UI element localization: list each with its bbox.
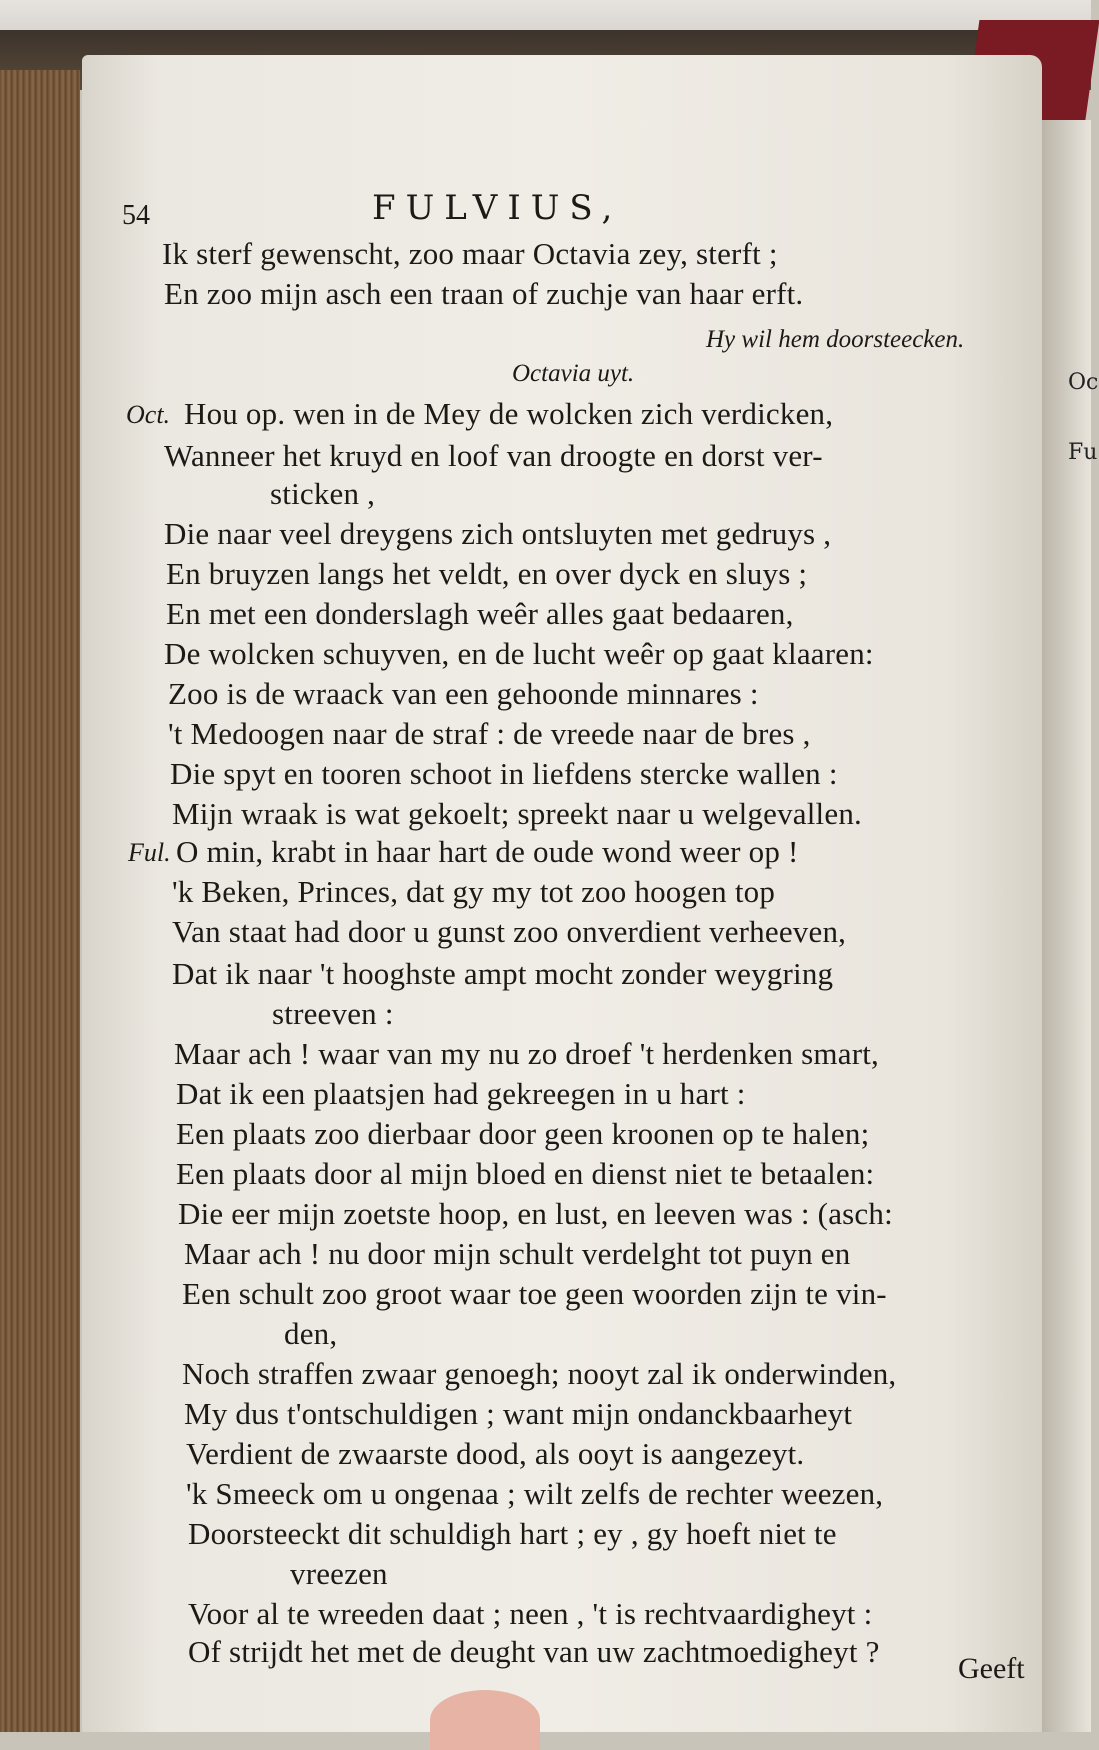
verse-line: Maar ach ! nu door mijn schult verdelght tot puyn en <box>184 1236 851 1271</box>
facing-page <box>1040 120 1099 1732</box>
verse-line: En met een donderslagh weêr alles gaat bedaaren, <box>166 596 794 631</box>
verse-line: Een schult zoo groot waar toe geen woorden zijn te vin- <box>182 1276 887 1311</box>
verse-line: Van staat had door u gunst zoo onverdient verheeven, <box>172 914 847 949</box>
verse-line: Een plaats zoo dierbaar door geen kroonen op te halen; <box>176 1116 870 1151</box>
page-edges <box>0 70 80 1732</box>
verse-line: O min, krabt in haar hart de oude wond weer op ! <box>176 834 799 869</box>
verse-line: den, <box>284 1316 338 1351</box>
verse-line: Maar ach ! waar van my nu zo droef 't herdenken smart, <box>174 1036 879 1071</box>
verse-line: Mijn wraak is wat gekoelt; spreekt naar u welgevallen. <box>172 796 862 831</box>
verse-line: Dat ik een plaatsjen had gekreegen in u hart : <box>176 1076 746 1111</box>
verse-line: Die naar veel dreygens zich ontsluyten met gedruys , <box>164 516 832 551</box>
verse-line: streeven : <box>272 996 394 1031</box>
verse-line: Of strijdt het met de deught van uw zachtmoedigheyt ? <box>188 1634 880 1669</box>
verse-line: Dat ik naar 't hooghste ampt mocht zonder weygring <box>172 956 834 991</box>
verse-line: De wolcken schuyven, en de lucht weêr op gaat klaaren: <box>164 636 874 671</box>
verse-line: Verdient de zwaarste dood, als ooyt is aangezeyt. <box>186 1436 805 1471</box>
verse-line: Ik sterf gewenscht, zoo maar Octavia zey, sterft ; <box>162 236 778 271</box>
facing-page-fragment: Fu <box>1068 440 1098 465</box>
speaker-label: Ful. <box>128 838 171 867</box>
verse-line: vreezen <box>290 1556 388 1591</box>
verse-line: En bruyzen langs het veldt, en over dyck en sluys ; <box>166 556 808 591</box>
verse-line: Voor al te wreeden daat ; neen , 't is rechtvaardigheyt : <box>188 1596 873 1631</box>
verse-line: Noch straffen zwaar genoegh; nooyt zal ik onderwinden, <box>182 1356 897 1391</box>
verse-line: Hou op. wen in de Mey de wolcken zich verdicken, <box>184 396 834 431</box>
verse-line: Wanneer het kruyd en loof van droogte en dorst ver- <box>164 438 823 473</box>
verse-line: Die spyt en tooren schoot in liefdens stercke wallen : <box>170 756 838 791</box>
page-number: 54 <box>122 200 150 231</box>
verse-line: sticken , <box>270 476 376 511</box>
facing-page-fragment: Oc <box>1068 370 1099 395</box>
finger <box>430 1690 540 1750</box>
stage-direction: Octavia uyt. <box>512 360 635 387</box>
verse-line: Een plaats door al mijn bloed en dienst niet te betaalen: <box>176 1156 875 1191</box>
speaker-label: Oct. <box>126 400 171 429</box>
verse-line: Die eer mijn zoetste hoop, en lust, en leeven was : (asch: <box>178 1196 893 1231</box>
verse-line: 'k Beken, Princes, dat gy my tot zoo hoogen top <box>172 874 776 909</box>
running-title: FULVIUS, <box>372 188 623 228</box>
verse-line: 't Medoogen naar de straf : de vreede naar de bres , <box>168 716 811 751</box>
verse-line: Zoo is de wraack van een gehoonde minnares : <box>168 676 759 711</box>
catchword: Geeft <box>958 1652 1025 1685</box>
verse-line: Doorsteeckt dit schuldigh hart ; ey , gy hoeft niet te <box>188 1516 837 1551</box>
verse-line: 'k Smeeck om u ongenaa ; wilt zelfs de rechter weezen, <box>186 1476 884 1511</box>
verse-line: My dus t'ontschuldigen ; want mijn ondanckbaarheyt <box>184 1396 853 1431</box>
verse-line: En zoo mijn asch een traan of zuchje van haar erft. <box>164 276 804 311</box>
stage-direction: Hy wil hem doorsteecken. <box>706 326 965 353</box>
